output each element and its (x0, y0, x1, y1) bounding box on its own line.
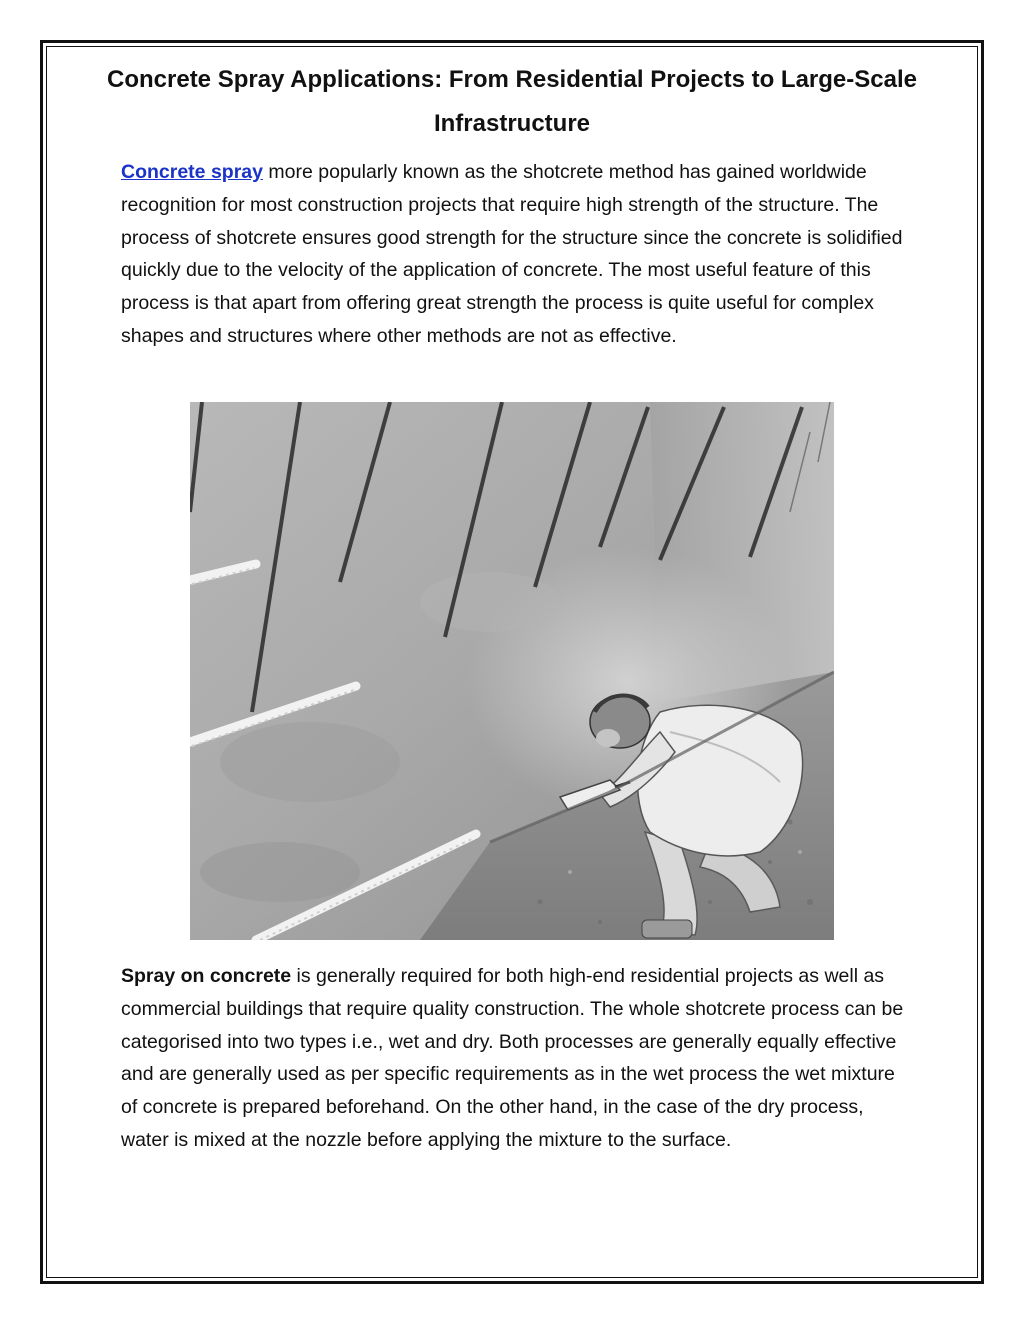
spray-on-concrete-lead: Spray on concrete (121, 965, 292, 987)
page-title: Concrete Spray Applications: From Residential Projects to Large-Scale Infrastructure (107, 66, 917, 137)
second-paragraph (121, 960, 911, 1157)
intro-paragraph (121, 156, 911, 353)
second-paragraph-text: is generally required for both high-end residential projects as well as commercial buildings that require quality construction. The whole shotcrete process can be categorised into two types i.e., wet and dry. Both processes are generally equally effective and are generally used as per specific requirements as in the wet process the wet mixture of concrete is prepared beforehand. On the other hand, in the case of the dry process, water is mixed at the nozzle before applying the mixture to the surface. (121, 965, 904, 1151)
shotcrete-worker-photo (190, 402, 834, 940)
intro-paragraph-text: more popularly known as the shotcrete method has gained worldwide recognition for most construction projects that require high strength of the structure. The process of shotcrete ensures good strength for the structure since the concrete is solidified quickly due to the velocity of the application of concrete. The most useful feature of this process is that apart from offering great strength the process is quite useful for complex shapes and structures where other methods are not as effective. (121, 161, 903, 347)
concrete-spray-link[interactable]: Concrete spray (121, 161, 263, 183)
